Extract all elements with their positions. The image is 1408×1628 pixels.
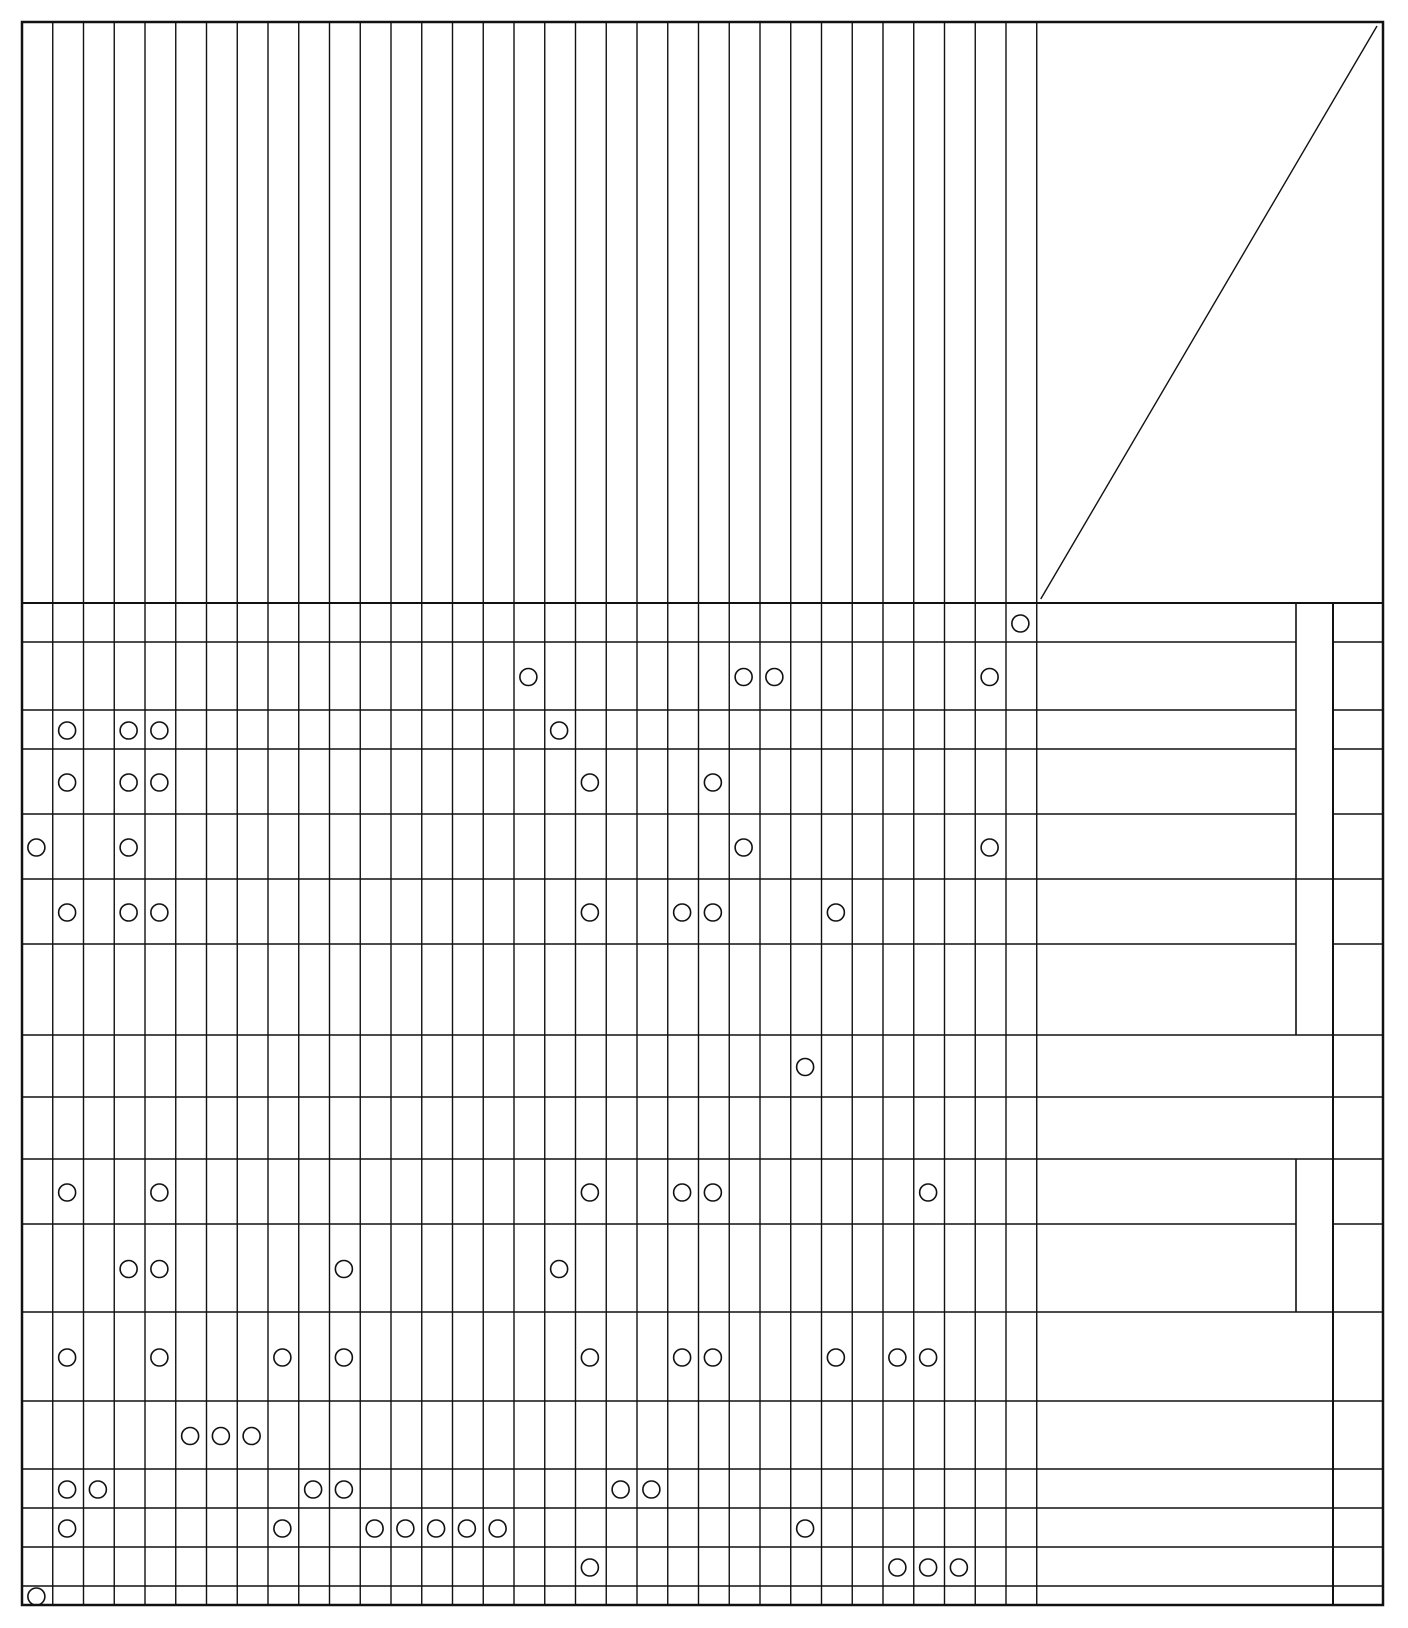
- factor-mark-circle: [151, 1261, 168, 1278]
- factor-mark-circle: [551, 722, 568, 739]
- factor-mark-circle: [1012, 615, 1029, 632]
- factor-mark-circle: [735, 839, 752, 856]
- factor-mark-circle: [28, 1588, 45, 1605]
- factor-mark-circle: [120, 839, 137, 856]
- factor-mark-circle: [827, 904, 844, 921]
- factor-mark-circle: [551, 1261, 568, 1278]
- factor-mark-circle: [920, 1184, 937, 1201]
- factor-mark-circle: [704, 1349, 721, 1366]
- factor-mark-circle: [59, 722, 76, 739]
- factor-mark-circle: [243, 1428, 260, 1445]
- factor-mark-circle: [674, 1349, 691, 1366]
- factor-mark-circle: [674, 904, 691, 921]
- factor-mark-circle: [120, 722, 137, 739]
- factor-mark-circle: [335, 1349, 352, 1366]
- factor-mark-circle: [704, 774, 721, 791]
- factor-mark-circle: [120, 1261, 137, 1278]
- factor-mark-circle: [151, 904, 168, 921]
- factor-mark-circle: [366, 1520, 383, 1537]
- factor-mark-circle: [766, 669, 783, 686]
- factor-mark-circle: [920, 1559, 937, 1576]
- factor-mark-circle: [458, 1520, 475, 1537]
- factor-mark-circle: [59, 1481, 76, 1498]
- factor-mark-circle: [151, 1184, 168, 1201]
- factor-mark-circle: [274, 1520, 291, 1537]
- factor-mark-circle: [797, 1059, 814, 1076]
- factor-mark-circle: [59, 904, 76, 921]
- factor-mark-circle: [674, 1184, 691, 1201]
- factor-mark-circle: [950, 1559, 967, 1576]
- factor-mark-circle: [889, 1559, 906, 1576]
- factor-mark-circle: [182, 1428, 199, 1445]
- factor-mark-circle: [581, 1559, 598, 1576]
- factor-mark-circle: [151, 722, 168, 739]
- factor-mark-circle: [889, 1349, 906, 1366]
- factor-mark-circle: [274, 1349, 291, 1366]
- factor-mark-circle: [797, 1520, 814, 1537]
- factor-mark-circle: [735, 669, 752, 686]
- factor-mark-circle: [59, 1184, 76, 1201]
- factor-mark-circle: [581, 1184, 598, 1201]
- factor-mark-circle: [212, 1428, 229, 1445]
- factor-mark-circle: [581, 1349, 598, 1366]
- factor-mark-circle: [612, 1481, 629, 1498]
- factor-mark-circle: [704, 1184, 721, 1201]
- factor-mark-circle: [59, 1349, 76, 1366]
- factor-mark-circle: [581, 774, 598, 791]
- factor-mark-circle: [89, 1481, 106, 1498]
- factor-mark-circle: [397, 1520, 414, 1537]
- factor-mark-circle: [120, 774, 137, 791]
- factor-mark-circle: [151, 1349, 168, 1366]
- factor-mark-circle: [28, 839, 45, 856]
- factor-mark-circle: [704, 904, 721, 921]
- factor-mark-circle: [335, 1261, 352, 1278]
- factor-mark-circle: [305, 1481, 322, 1498]
- factor-mark-circle: [120, 904, 137, 921]
- factor-mark-circle: [151, 774, 168, 791]
- factor-mark-circle: [581, 904, 598, 921]
- factor-mark-circle: [827, 1349, 844, 1366]
- factor-mark-circle: [59, 1520, 76, 1537]
- factor-mark-circle: [335, 1481, 352, 1498]
- factor-mark-circle: [489, 1520, 506, 1537]
- header-diagonal: [1041, 26, 1377, 599]
- factor-mark-circle: [520, 669, 537, 686]
- factor-mark-circle: [981, 839, 998, 856]
- factor-mark-circle: [920, 1349, 937, 1366]
- factor-mark-circle: [643, 1481, 660, 1498]
- factor-mark-circle: [981, 669, 998, 686]
- factor-mark-circle: [428, 1520, 445, 1537]
- factor-mark-circle: [59, 774, 76, 791]
